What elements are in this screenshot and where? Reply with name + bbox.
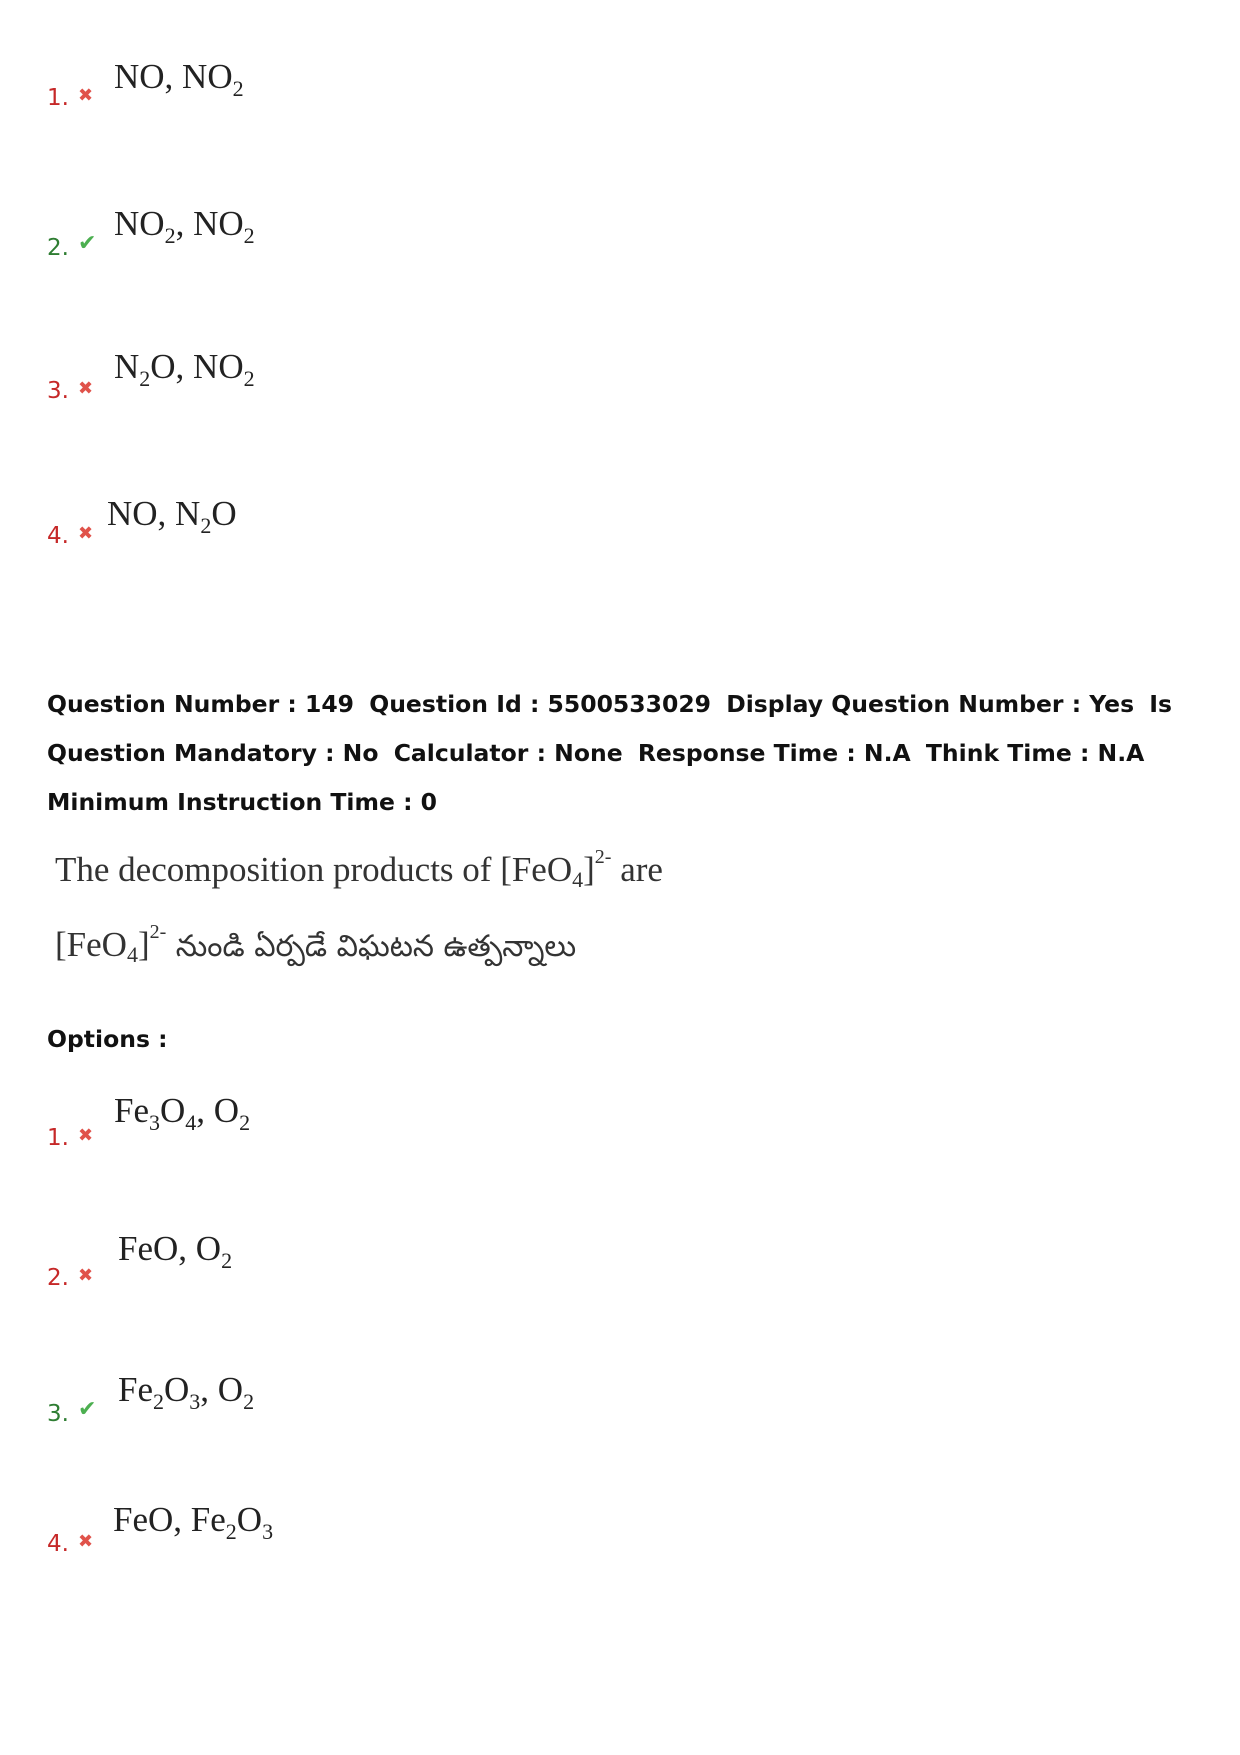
option-number: 1.	[47, 1125, 69, 1151]
meta-display-question-number: Display Question Number : Yes	[726, 690, 1135, 718]
question-text-part: [FeO	[55, 925, 127, 964]
question-meta	[47, 680, 1207, 827]
prev-option-4	[47, 490, 647, 550]
option-number: 3.	[47, 378, 69, 404]
formula-text: O, NO	[150, 347, 244, 386]
option-formula	[114, 1091, 251, 1135]
option-formula	[118, 1229, 233, 1273]
meta-min-instruction-time: Minimum Instruction Time : 0	[47, 788, 438, 816]
option-number: 2.	[47, 1265, 69, 1291]
formula-text: , NO	[175, 204, 244, 243]
question-text-part: ]	[583, 850, 595, 889]
meta-response-time: Response Time : N.A	[637, 739, 911, 767]
cross-icon: ✖	[78, 523, 94, 544]
formula-text: Fe	[114, 1091, 149, 1130]
formula-text: O	[236, 1500, 263, 1539]
formula-subscript: 2	[243, 223, 255, 248]
cross-icon: ✖	[78, 1125, 94, 1146]
formula-subscript: 3	[262, 1519, 274, 1544]
formula-text: N	[114, 347, 140, 386]
option-number: 2.	[47, 235, 69, 261]
question-text-part: The decomposition products of [FeO	[55, 850, 573, 889]
option-4	[47, 1500, 647, 1560]
cross-icon: ✖	[78, 1265, 94, 1286]
question-text-part: are	[611, 850, 663, 889]
options-label: Options :	[47, 1025, 168, 1053]
formula-subscript: 4	[185, 1110, 197, 1135]
meta-mandatory: Is Question Mandatory : No	[47, 690, 1172, 767]
option-formula	[118, 1370, 255, 1414]
prev-option-1	[47, 52, 647, 112]
formula-subscript: 2	[243, 366, 255, 391]
formula-subscript: 2	[239, 1110, 251, 1135]
formula-text: O	[164, 1370, 190, 1409]
check-icon: ✔	[78, 231, 97, 256]
option-2	[47, 1225, 647, 1291]
formula-subscript: 2	[164, 223, 176, 248]
formula-subscript: 2	[139, 366, 151, 391]
meta-calculator: Calculator : None	[393, 739, 623, 767]
question-subscript: 4	[126, 942, 138, 967]
formula-text: NO	[114, 204, 165, 243]
option-formula	[114, 57, 244, 101]
formula-subscript: 3	[149, 1110, 160, 1135]
formula-text: FeO, Fe	[113, 1500, 226, 1539]
question-text-telugu	[55, 921, 577, 971]
option-3	[47, 1370, 647, 1430]
formula-subscript: 2	[243, 1389, 255, 1414]
question-superscript: 2-	[149, 921, 167, 943]
option-number: 1.	[47, 85, 69, 111]
question-text-part: నుండి ఏర్పడే విఘటన ఉత్పన్నాలు	[166, 929, 577, 964]
option-formula	[114, 347, 255, 391]
option-1	[47, 1085, 647, 1151]
question-subscript: 4	[572, 867, 584, 892]
option-number: 4.	[47, 523, 69, 549]
formula-text: O	[211, 494, 237, 533]
prev-option-2	[47, 200, 647, 260]
cross-icon: ✖	[78, 85, 94, 106]
option-number: 4.	[47, 1531, 69, 1557]
formula-text: FeO, O	[118, 1229, 222, 1268]
formula-text: , O	[196, 1091, 240, 1130]
cross-icon: ✖	[78, 378, 94, 399]
formula-subscript: 2	[153, 1389, 164, 1414]
question-text-english	[55, 846, 663, 892]
formula-subscript: 2	[225, 1519, 237, 1544]
formula-subscript: 3	[189, 1389, 201, 1414]
prev-option-3	[47, 345, 647, 405]
question-superscript: 2-	[594, 846, 612, 868]
meta-think-time: Think Time : N.A	[925, 739, 1145, 767]
option-formula	[113, 1500, 274, 1544]
formula-subscript: 2	[221, 1248, 233, 1273]
formula-subscript: 2	[200, 513, 212, 538]
option-formula	[107, 494, 237, 538]
cross-icon: ✖	[78, 1531, 94, 1552]
formula-text: NO, NO	[114, 57, 233, 96]
meta-question-id: Question Id : 5500533029	[369, 690, 712, 718]
meta-question-number: Question Number : 149	[47, 690, 355, 718]
option-number: 3.	[47, 1401, 69, 1427]
formula-text: , O	[200, 1370, 244, 1409]
option-formula	[114, 204, 255, 248]
formula-subscript: 2	[232, 76, 244, 101]
formula-text: NO, N	[107, 494, 201, 533]
check-icon: ✔	[78, 1397, 97, 1422]
question-text-part: ]	[137, 925, 150, 964]
formula-text: O	[160, 1091, 186, 1130]
formula-text: Fe	[118, 1370, 153, 1409]
